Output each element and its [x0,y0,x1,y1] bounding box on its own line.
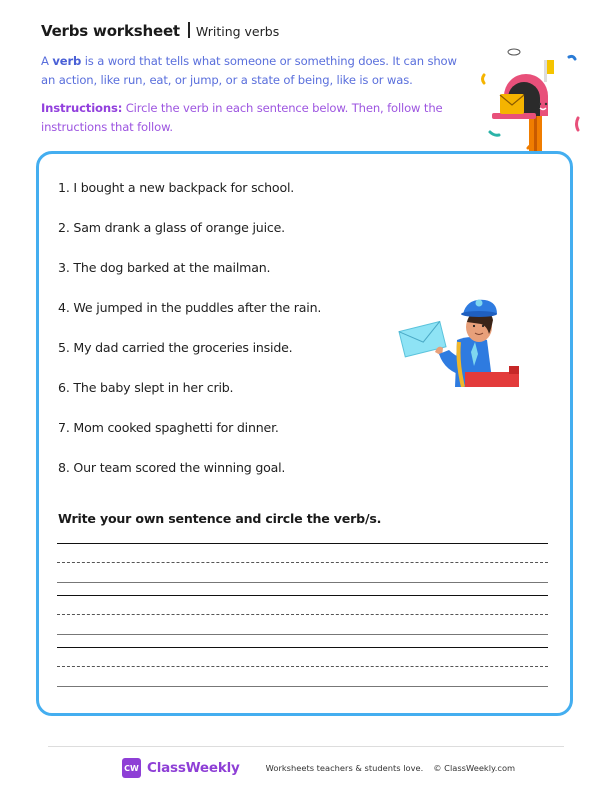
footer-copyright: © ClassWeekly.com [433,763,516,773]
footer [122,758,515,778]
sentence-list [58,178,321,498]
sentence-item: 2. Sam drank a glass of orange juice. [58,220,285,235]
sentence-item: 3. The dog barked at the mailman. [58,260,271,275]
sentence-item: 1. I bought a new backpack for school. [58,180,295,195]
handwriting-line-set[interactable] [57,595,548,647]
sentence-item: 8. Our team scored the winning goal. [58,460,286,475]
handwriting-line-set[interactable] [57,543,548,595]
instructions-label: Instructions: [41,101,123,115]
midline-dashed [57,614,548,615]
brand-name: ClassWeekly [147,760,240,776]
handwriting-lines[interactable] [57,543,548,699]
instructions [41,99,461,137]
top-line [57,543,548,544]
top-line [57,595,548,596]
sentence-item: 4. We jumped in the puddles after the rain. [58,300,322,315]
sentence-item: 6. The baby slept in her crib. [58,380,234,395]
baseline [57,634,548,635]
classweekly-logo-icon: CW [122,758,141,778]
footer-tagline: Worksheets teachers & students love. [265,763,424,773]
midline-dashed [57,666,548,667]
baseline [57,686,548,687]
handwriting-line-set[interactable] [57,647,548,699]
top-line [57,647,548,648]
footer-divider [48,746,564,747]
intro-prefix: A [41,54,53,68]
verb-definition [41,52,461,90]
sentence-item: 7. Mom cooked spaghetti for dinner. [58,420,279,435]
title-divider [188,22,190,38]
baseline [57,582,548,583]
sentence-item: 5. My dad carried the groceries inside. [58,340,293,355]
verb-keyword: verb [52,54,82,68]
mail-carrier-illustration [395,292,530,387]
midline-dashed [57,562,548,563]
writing-prompt: Write your own sentence and circle the verb/s. [58,511,382,526]
worksheet-subtitle: Writing verbs [195,24,280,39]
worksheet-title: Verbs worksheet [41,22,180,40]
worksheet-header [41,20,279,40]
instructions-text: Circle the verb in each sentence below. Then, follow the instructions that follow. [41,101,443,134]
intro-text: is a word that tells what someone or something does. It can show an action, like run, eat, or jump, or a state of being, like is or was. [41,54,457,87]
mailbox-illustration [470,38,600,156]
